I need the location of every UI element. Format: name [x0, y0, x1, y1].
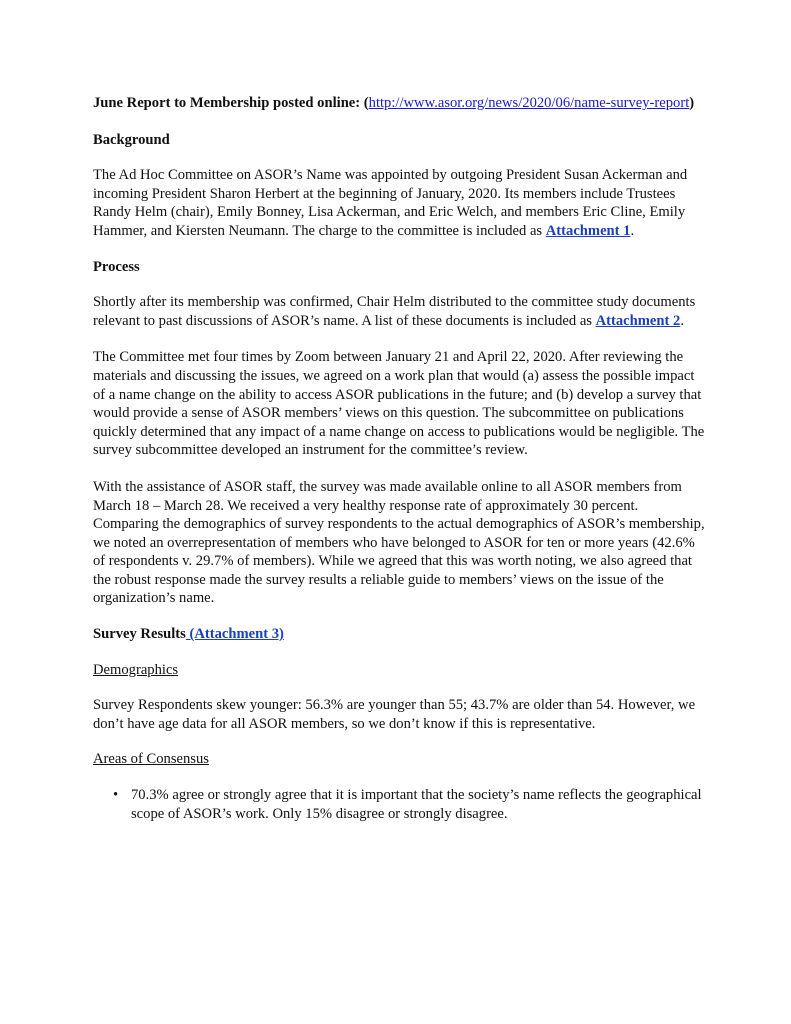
report-url-link[interactable]: http://www.asor.org/news/2020/06/name-survey-report [368, 95, 690, 111]
bullet-icon: • [113, 787, 119, 804]
process-paragraph-3: With the assistance of ASOR staff, the survey was made available online to all ASOR members from March 18 – March 28. We received a very healthy response rate of approximately 30 percent. Comparing the demographics of survey respondents to the actual demographics of ASOR’s membership, we noted an overrepresentation of members who have belonged to ASOR for ten or more years (42.6% of respondents v. 29.7% of members). While we agreed that this was worth noting, we also agreed that the robust response made the survey results a reliable guide to members’ views on the issue of the organization’s name. [93, 478, 705, 607]
process-paragraph-1 [93, 293, 705, 330]
survey-results-heading [93, 625, 705, 644]
list-item [93, 786, 705, 823]
document-page [93, 94, 705, 823]
background-text-end: . [630, 222, 635, 239]
attachment-3-link[interactable]: (Attachment 3) [185, 626, 284, 643]
consensus-item-text: 70.3% agree or strongly agree that it is important that the society’s name reflects the geographical scope of ASOR’s work. Only 15% disagree or strongly disagree. [131, 787, 702, 822]
report-heading-label: June Report to Membership posted online: ( [93, 95, 369, 111]
report-heading-close: ) [689, 95, 695, 111]
report-heading [93, 94, 705, 113]
attachment-1-link[interactable]: Attachment 1 [545, 222, 631, 239]
process-text-1-end: . [680, 312, 684, 329]
background-title: Background [93, 131, 170, 148]
process-paragraph-2: The Committee met four times by Zoom between January 21 and April 22, 2020. After reviewing the materials and discussing the issues, we agreed on a work plan that would (a) assess the possible impact of a name change on the ability to access ASOR publications in the future; and (b) develop a survey that would provide a sense of ASOR members’ views on this question. The subcommittee on publications quickly determined that any impact of a name change on access to publications would be negligible. The survey subcommittee developed an instrument for the committee’s review. [93, 349, 705, 459]
survey-results-title: Survey Results [93, 626, 186, 643]
process-text-1: Shortly after its membership was confirmed, Chair Helm distributed to the committee study documents relevant to past discussions of ASOR’s name. A list of these documents is included as [93, 294, 696, 329]
demographics-title: Demographics [93, 661, 179, 678]
demographics-paragraph: Survey Respondents skew younger: 56.3% are younger than 55; 43.7% are older than 54. However, we don’t have age data for all ASOR members, so we don’t know if this is representative. [93, 697, 696, 732]
process-title: Process [93, 258, 140, 275]
background-paragraph [93, 166, 705, 240]
background-text: The Ad Hoc Committee on ASOR’s Name was appointed by outgoing President Susan Ackerman and incoming President Sharon Herbert at the beginning of January, 2020. Its members include Trustees Randy Helm (chair), Emily Bonney, Lisa Ackerman, and Eric Welch, and members Eric Cline, Emily Hammer, and Kiersten Neumann. The charge to the committee is included as [93, 167, 688, 239]
attachment-2-link[interactable]: Attachment 2 [595, 312, 681, 329]
consensus-list [93, 786, 705, 823]
consensus-title: Areas of Consensus [93, 751, 209, 768]
